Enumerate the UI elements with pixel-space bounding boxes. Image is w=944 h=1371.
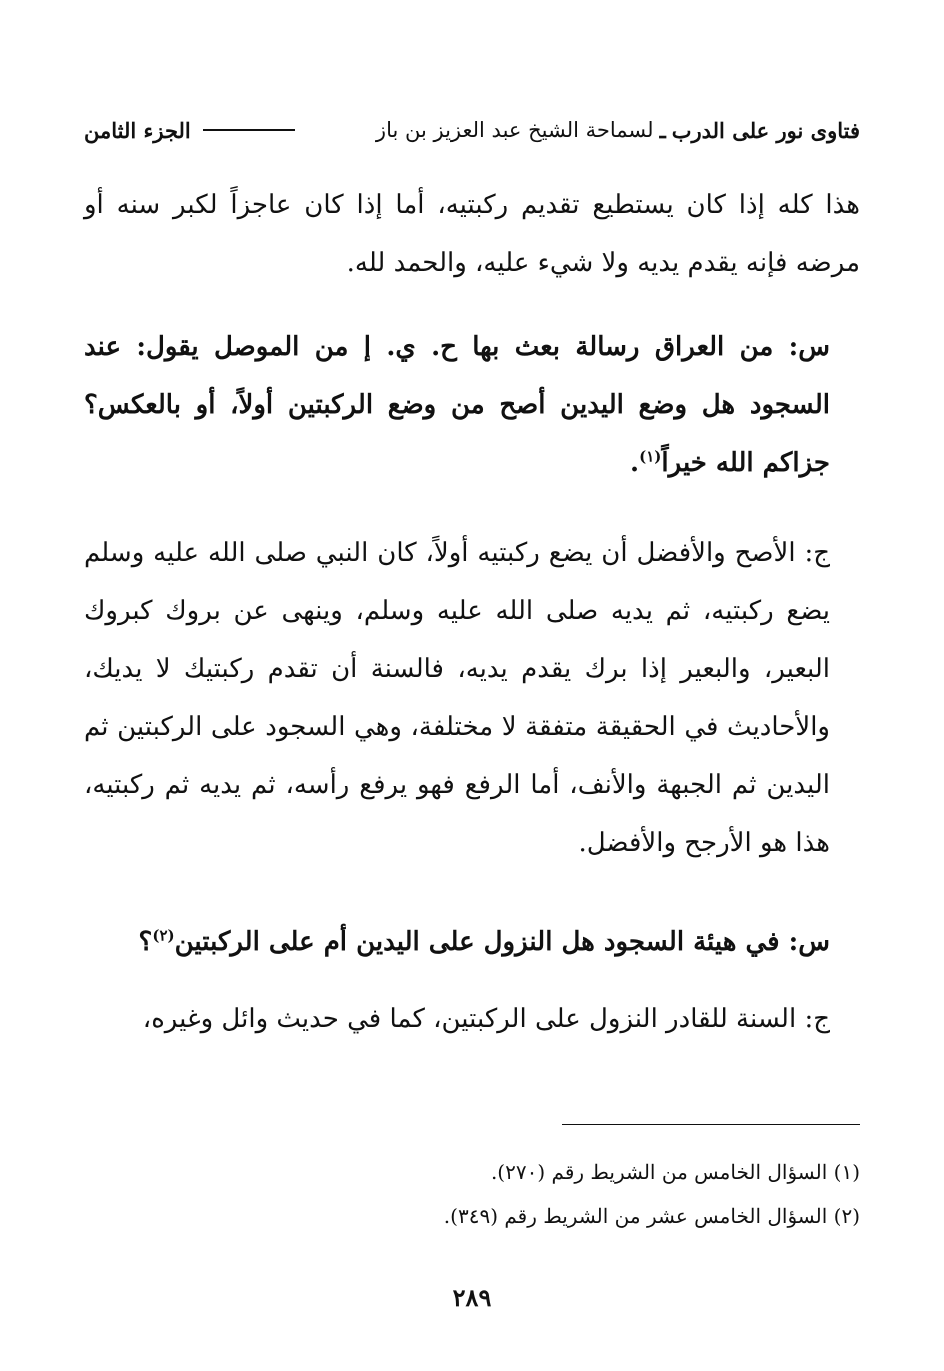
question-2-text: س: في هيئة السجود هل النزول على اليدين أم على الركبتين: [174, 927, 830, 957]
question-1-paragraph: [84, 318, 860, 492]
page-number: ٢٨٩: [452, 1283, 492, 1312]
header-rule: [203, 129, 295, 131]
continuation-paragraph: [84, 176, 860, 292]
footnote-2: (٢) السؤال الخامس عشر من الشريط رقم (٣٤٩).: [443, 1204, 860, 1228]
answer-2-text: ج: السنة للقادر النزول على الركبتين، كما في حديث وائل وغيره،: [142, 1004, 830, 1034]
header-book-title: فتاوى نور على الدرب: [671, 117, 860, 143]
running-header: [84, 112, 860, 148]
footnote-mark-1: (١): [639, 447, 662, 466]
footnote-mark-2: (٢): [152, 926, 175, 945]
answer-1-text: ج: الأصح والأفضل أن يضع ركبتيه أولاً، كان النبي صلى الله عليه وسلم يضع ركبتيه، ثم يديه صلى الله عليه وسلم، وينهى عن بروك كبروك البعير، والبعير إذا برك يقدم يديه، فالسنة أن تقدم ركبتيك لا يديك، والأحاديث في الحقيقة متفقة لا مختلفة، وهي السجود على الركبتين ثم اليدين ثم الجبهة والأنف، أما الرفع فهو يرفع رأسه، ثم يديه ثم ركبتيه، هذا هو الأرجح والأفضل.: [84, 538, 830, 858]
header-author: لسماحة الشيخ عبد العزيز بن باز: [375, 118, 654, 142]
answer-1: [84, 524, 860, 872]
question-1-text: س: من العراق رسالة بعث بها ح. ي. إ من الموصل يقول: عند السجود هل وضع اليدين أصح من وضع الركبتين أولاً، أو بالعكس؟ جزاكم الله خيراً: [84, 332, 830, 478]
continuation-text: هذا كله إذا كان يستطيع تقديم ركبتيه، أما إذا كان عاجزاً لكبر سنه أو مرضه فإنه يقدم يديه ولا شيء عليه، والحمد لله.: [84, 190, 861, 278]
header-part: الجزء الثامن: [84, 117, 191, 143]
question-1-tail: .: [630, 448, 640, 478]
answer-2: [84, 990, 860, 1048]
footnotes: [84, 1150, 860, 1238]
question-2-tail: ؟: [138, 927, 153, 957]
question-2-paragraph: [84, 913, 860, 971]
question-1: [84, 318, 860, 492]
footnote-separator: [562, 1124, 860, 1125]
question-2: [84, 913, 860, 971]
header-part-group: [84, 118, 301, 143]
header-separator: ـ: [659, 117, 666, 143]
footnote-1: (١) السؤال الخامس من الشريط رقم (٢٧٠).: [490, 1160, 860, 1184]
header-title-group: [376, 118, 860, 143]
